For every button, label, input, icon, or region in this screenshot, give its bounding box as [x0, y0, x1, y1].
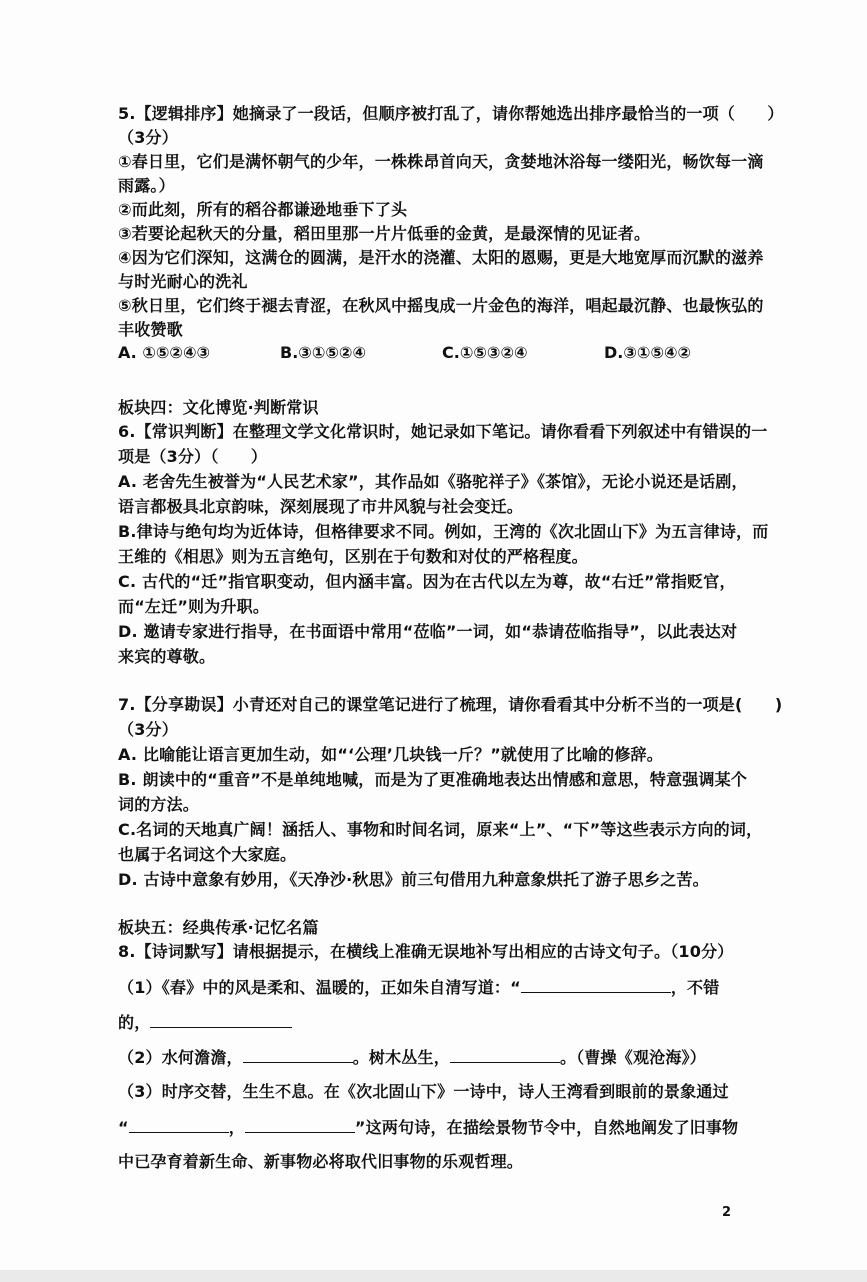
q6-option-b: B.律诗与绝句均为近体诗，但格律要求不同。例如，王湾的《次北固山下》为五言律诗，而 [118, 522, 769, 541]
q6-option-c-cont: 而“左迁”则为升职。 [118, 597, 270, 616]
answer-blank[interactable] [521, 976, 671, 993]
q6-option-a-cont: 语言都极具北京韵味，深刻展现了市井风貌与社会变迁。 [118, 497, 524, 516]
q5-sentence-2: ②而此刻，所有的稻谷都谦逊地垂下了头 [118, 200, 408, 219]
answer-blank[interactable] [450, 1046, 560, 1063]
q8-part-2-source: 。（曹操《观沧海》） [559, 1048, 706, 1067]
q7-stem: 7.【分享勘误】小青还对自己的课堂笔记进行了梳理，请你看看其中分析不当的一项是( ) [118, 695, 783, 714]
q7-option-c: C.名词的天地真广阔！涵括人、事物和时间名词，原来“上”、“下”等这些表示方向的词， [118, 820, 763, 839]
q6-option-a: A. 老舍先生被誉为“人民艺术家”，其作品如《骆驼祥子》《茶馆》，无论小说还是话剧， [118, 472, 748, 491]
q5-sentence-5-cont: 丰收赞歌 [118, 320, 183, 339]
q8-part-1-cont-text: 的， [118, 1013, 151, 1032]
q5-sentence-3: ③若要论起秋天的分量，稻田里那一片片低垂的金黄，是最深情的见证者。 [118, 224, 651, 243]
q6-stem-cont: 项是（3分）（ ） [118, 447, 268, 466]
q8-part-1-suffix: ，不错 [670, 978, 720, 997]
q5-option-d: D.③①⑤④② [604, 343, 692, 362]
q8-part-3: （3）时序交替，生生不息。在《次北固山下》一诗中，诗人王湾看到眼前的景象通过 [118, 1082, 729, 1101]
q6-option-d: D. 邀请专家进行指导，在书面语中常用“莅临”一词，如“恭请莅临指导”，以此表达对 [118, 622, 738, 641]
q7-option-a: A. 比喻能让语言更加生动，如“‘公理’几块钱一斤？”就使用了比喻的修辞。 [118, 745, 663, 764]
q8-part-2 [118, 1046, 706, 1069]
answer-blank[interactable] [129, 1116, 229, 1133]
q5-option-c: C.①⑤③②④ [442, 343, 528, 362]
q8-part-2-mid: 。树木丛生， [352, 1048, 450, 1067]
open-quote: “ [118, 1118, 129, 1137]
q5-sentence-1-cont: 雨露。） [118, 176, 175, 195]
section-4-heading: 板块四：文化博览·判断常识 [118, 398, 319, 417]
q6-stem: 6.【常识判断】在整理文学文化常识时，她记录如下笔记。请你看看下列叙述中有错误的一 [118, 422, 768, 441]
q6-option-b-cont: 王维的《相思》则为五言绝句，区别在于句数和对仗的严格程度。 [118, 547, 588, 566]
q8-part-3-tail: ”这两句诗，在描绘景物节令中，自然地阐发了旧事物 [354, 1118, 739, 1137]
q7-option-d: D. 古诗中意象有妙用，《天净沙·秋思》前三句借用九种意象烘托了游子思乡之苦。 [118, 870, 709, 889]
q5-option-a: A. ①⑤②④③ [118, 343, 211, 362]
q8-part-2-text: （2）水何澹澹， [118, 1048, 243, 1067]
q8-part-1-cont [118, 1011, 292, 1034]
q8-part-1-text: （1）《春》中的风是柔和、温暖的，正如朱自清写道：“ [118, 978, 521, 997]
q8-part-3-cont [118, 1116, 738, 1139]
q5-sentence-4-cont: 与时光耐心的洗礼 [118, 272, 248, 291]
page-number: 2 [722, 1205, 732, 1220]
q5-option-b: B.③①⑤②④ [280, 343, 367, 362]
comma: ， [228, 1118, 245, 1137]
q7-option-c-cont: 也属于名词这个大家庭。 [118, 845, 297, 864]
answer-blank[interactable] [150, 1011, 292, 1028]
q7-option-b: B. 朗读中的“重音”不是单纯地喊，而是为了更准确地表达出情感和意思，特意强调某个 [118, 770, 748, 789]
q7-score: （3分） [118, 720, 178, 739]
q5-sentence-1: ①春日里，它们是满怀朝气的少年，一株株昂首向天，贪婪地沐浴每一缕阳光，畅饮每一滴 [118, 152, 764, 171]
q5-sentence-4: ④因为它们深知，这满仓的圆满，是汗水的浇灌、太阳的恩赐，更是大地宽厚而沉默的滋养 [118, 248, 764, 267]
scan-bottom-edge [0, 1270, 867, 1282]
q7-option-b-cont: 词的方法。 [118, 795, 200, 814]
answer-blank[interactable] [245, 1116, 355, 1133]
q8-part-3-end: 中已孕育着新生命、新事物必将取代旧事物的乐观哲理。 [118, 1152, 524, 1171]
q6-option-c: C. 古代的“迁”指官职变动，但内涵丰富。因为在古代以左为尊，故“右迁”常指贬官， [118, 572, 736, 591]
section-5-heading: 板块五：经典传承·记忆名篇 [118, 918, 319, 937]
q5-score: （3分） [118, 128, 178, 147]
q8-stem: 8.【诗词默写】请根据提示，在横线上准确无误地补写出相应的古诗文句子。（10分） [118, 942, 734, 961]
q6-option-d-cont: 来宾的尊敬。 [118, 647, 216, 666]
answer-blank[interactable] [243, 1046, 353, 1063]
q5-sentence-5: ⑤秋日里，它们终于褪去青涩，在秋风中摇曳成一片金色的海洋，唱起最沉静、也最恢弘的 [118, 296, 764, 315]
q8-part-1 [118, 976, 719, 999]
q5-stem: 5.【逻辑排序】她摘录了一段话，但顺序被打乱了，请你帮她选出排序最恰当的一项（ ） [118, 104, 784, 123]
